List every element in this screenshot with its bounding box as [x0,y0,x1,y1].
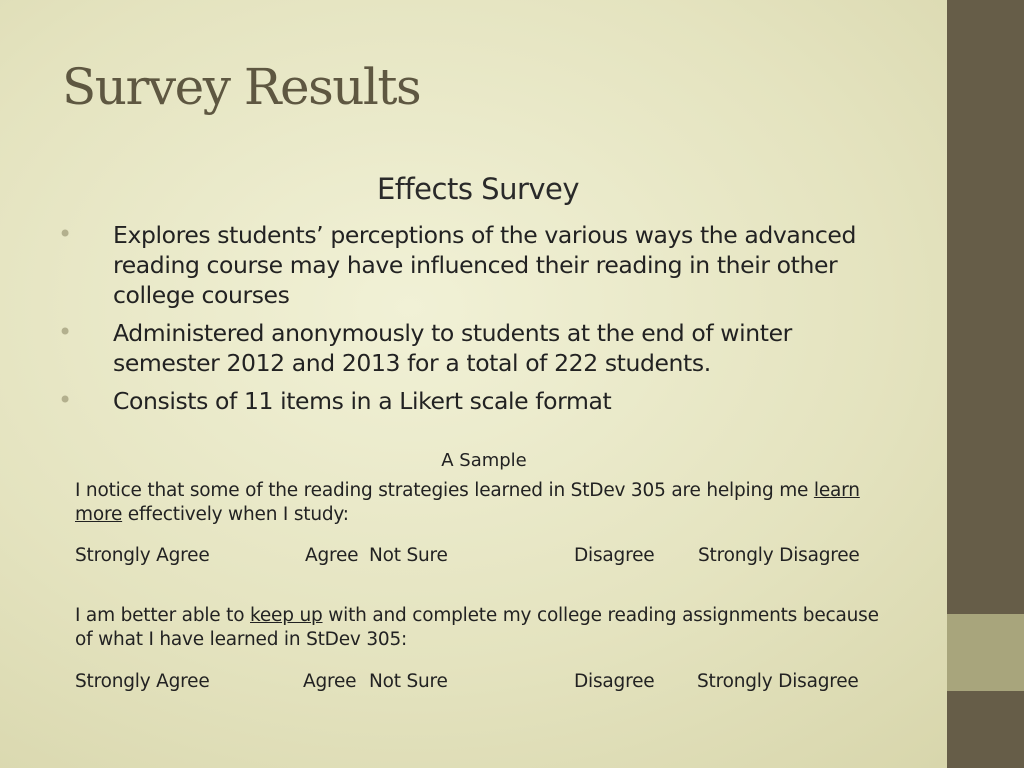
bullet-text: Consists of 11 items in a Likert scale format [113,387,612,415]
bullet-text: Administered anonymously to students at the end of winter semester 2012 and 2013 for a total of 222 students. [113,319,792,377]
bullet-item [58,386,888,416]
scale-option-not-sure: Not Sure [369,671,448,692]
question-text: with and complete my college reading assignments because of what I have learned in StDev 305: [75,605,879,650]
scale-option-strongly-agree: Strongly Agree [75,545,210,566]
side-accent-block [947,614,1024,691]
bullet-icon: • [58,386,72,414]
bullet-item [58,220,888,310]
sample-heading: A Sample [441,450,527,471]
slide-title: Survey Results [62,58,421,116]
bullet-list [58,220,888,424]
likert-scale-row-1 [0,545,940,571]
question-emphasis: learn more [75,480,860,525]
question-text: I am better able to [75,605,251,626]
bullet-item [58,318,888,378]
bullet-icon: • [58,318,72,346]
question-emphasis: keep up [250,605,323,626]
survey-question-1 [75,479,895,527]
scale-option-disagree: Disagree [574,671,655,692]
bullet-icon: • [58,220,72,248]
survey-question-2 [75,604,895,652]
scale-option-strongly-disagree: Strongly Disagree [698,545,860,566]
question-text: I notice that some of the reading strategies learned in StDev 305 are helping me [75,480,814,501]
scale-option-not-sure: Not Sure [369,545,448,566]
scale-option-agree: Agree [305,545,359,566]
scale-option-agree: Agree [303,671,357,692]
slide-subtitle: Effects Survey [376,172,580,206]
scale-option-strongly-disagree: Strongly Disagree [697,671,859,692]
likert-scale-row-2 [0,671,940,697]
question-text: effectively when I study: [122,504,349,525]
scale-option-strongly-agree: Strongly Agree [75,671,210,692]
scale-option-disagree: Disagree [574,545,655,566]
bullet-text: Explores students’ perceptions of the various ways the advanced reading course may have influenced their reading in their other college courses [113,221,856,309]
